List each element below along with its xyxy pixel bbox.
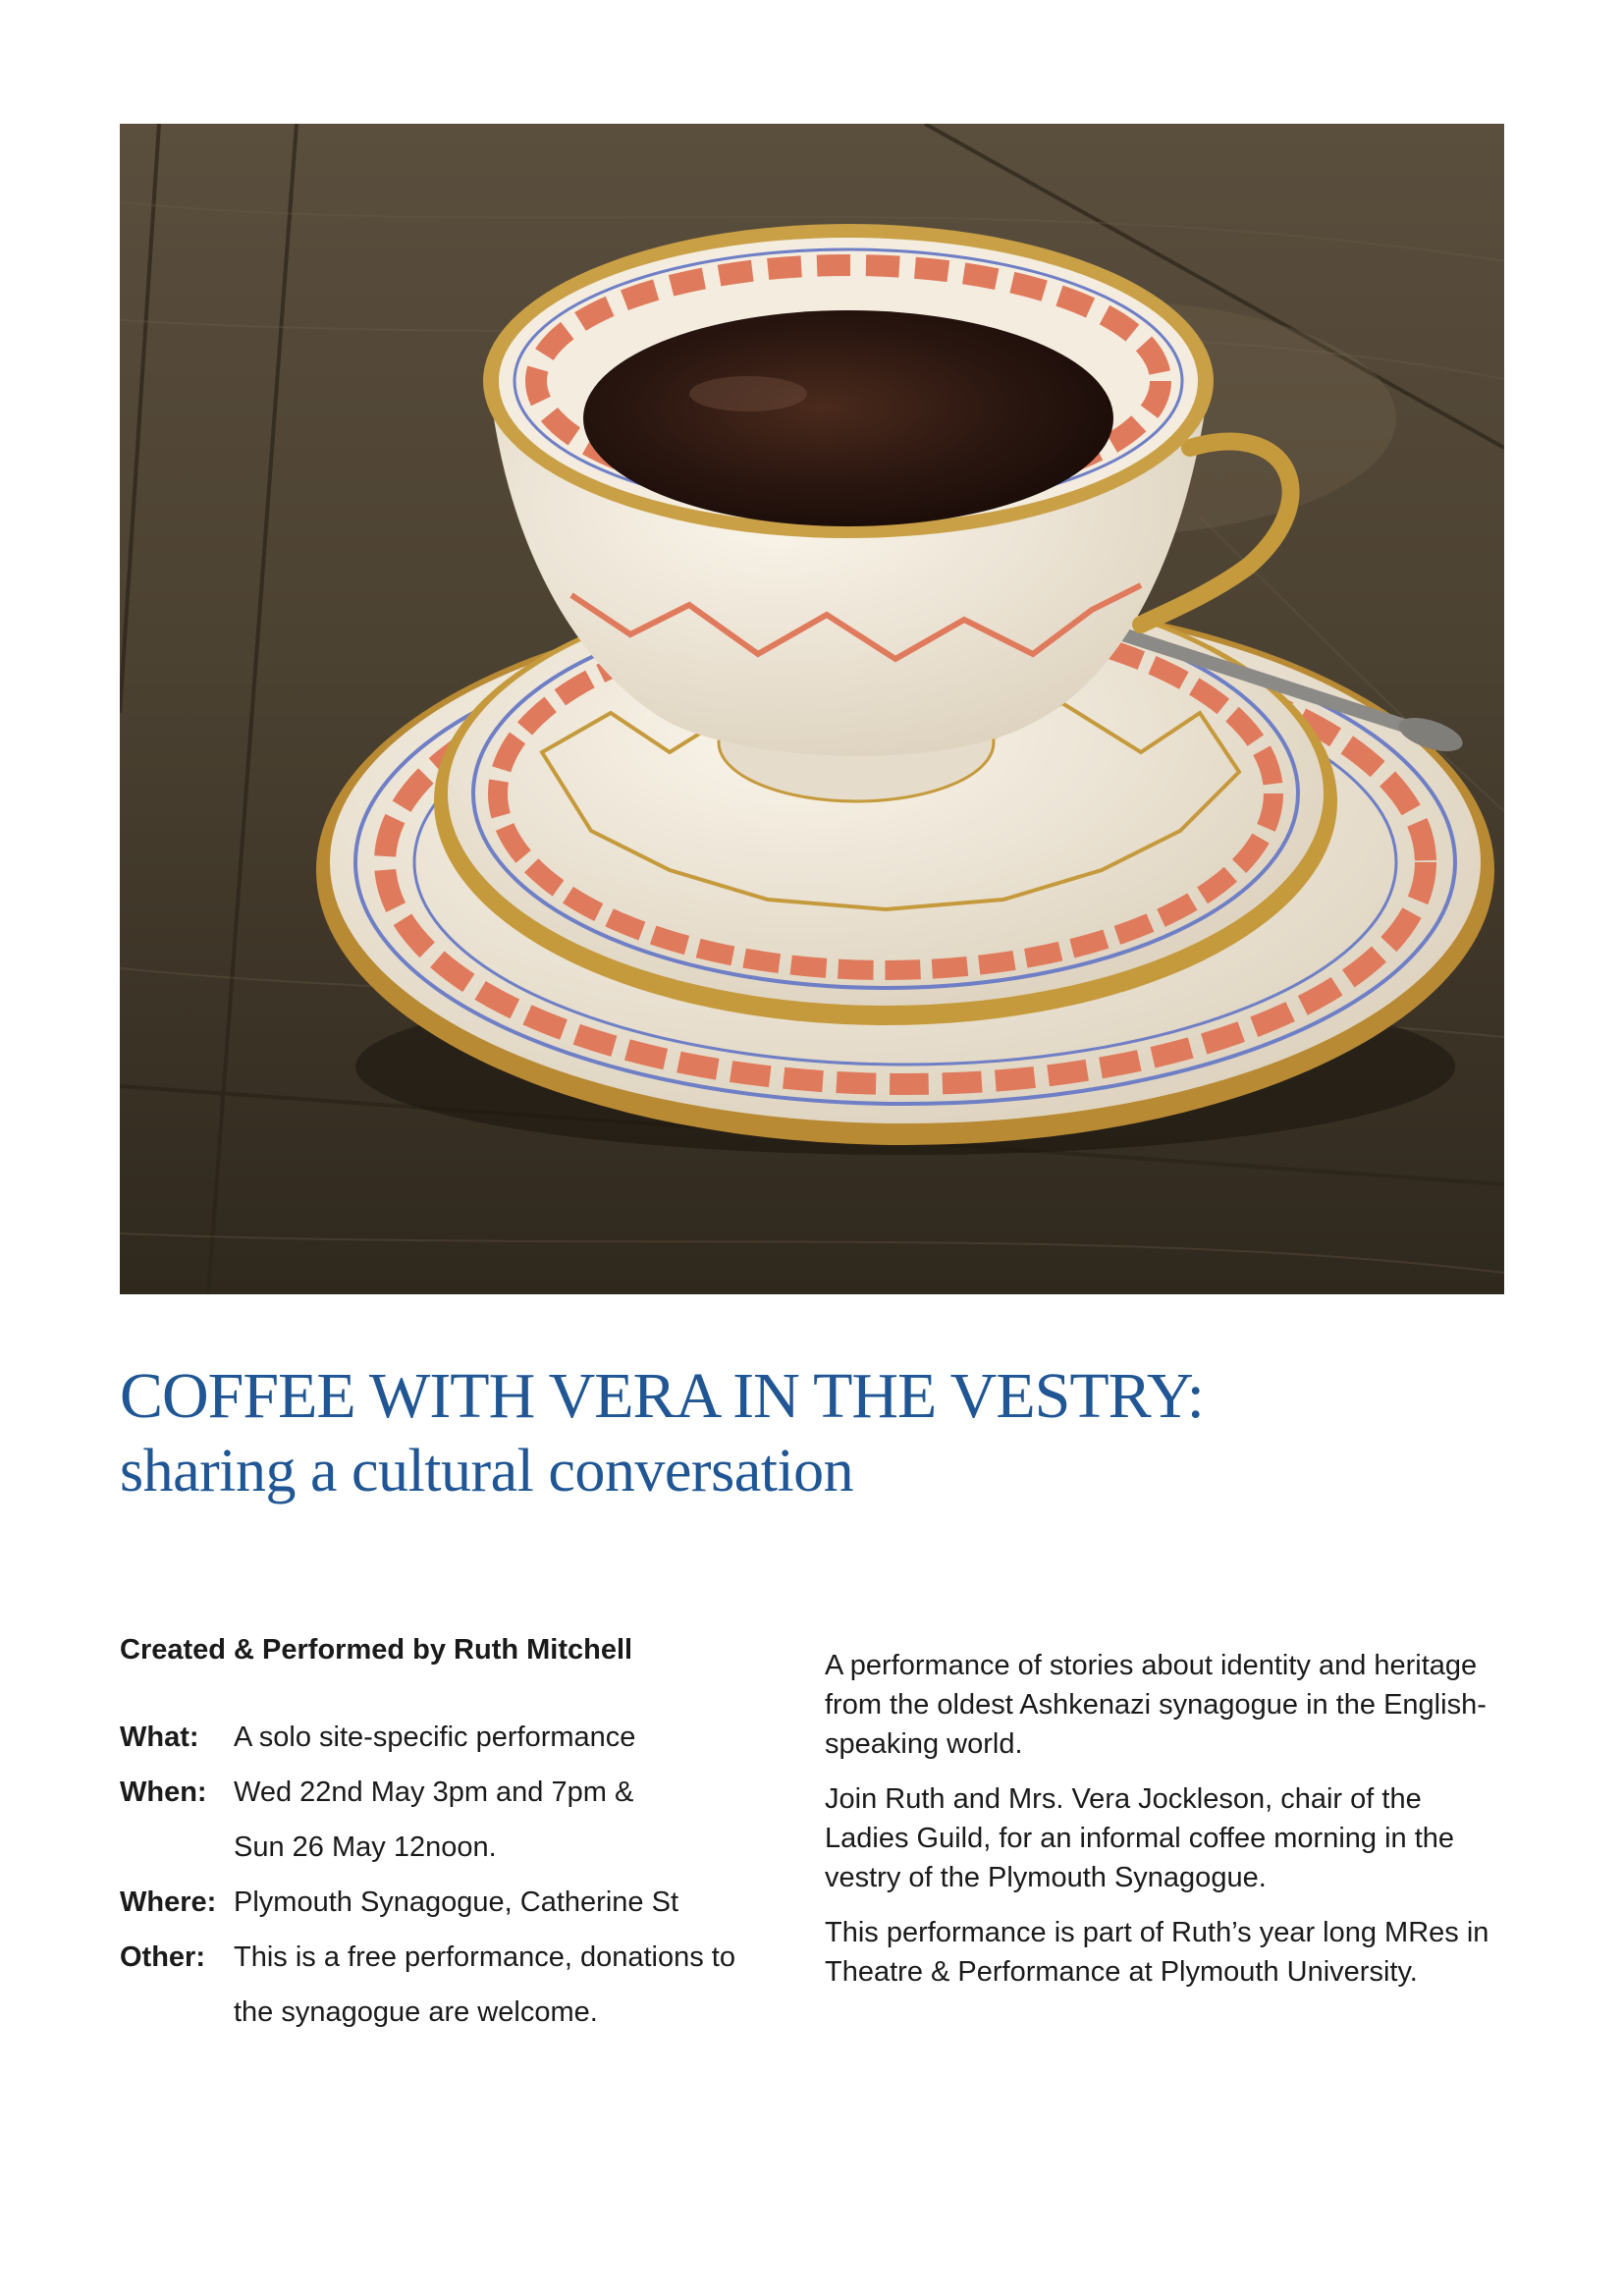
detail-label-blank xyxy=(120,1825,234,1870)
detail-label-what: What: xyxy=(120,1722,199,1753)
detail-label-blank xyxy=(120,1990,234,2035)
detail-value-when-cont: Sun 26 May 12noon. xyxy=(234,1831,497,1863)
detail-value-when: Wed 22nd May 3pm and 7pm & xyxy=(234,1777,634,1808)
event-details xyxy=(120,1630,787,2035)
detail-value-what: A solo site-specific performance xyxy=(234,1722,636,1753)
event-title xyxy=(120,1357,1514,1506)
detail-label-when: When: xyxy=(120,1777,207,1808)
details-list xyxy=(120,1715,787,2035)
detail-label-other: Other: xyxy=(120,1941,205,1973)
title-main: COFFEE WITH VERA IN THE VESTRY: xyxy=(120,1360,1204,1432)
detail-value-other: This is a free performance, donations to xyxy=(234,1941,735,1973)
description-paragraph: This performance is part of Ruth’s year long MRes in Theatre & Performance at Plymouth University. xyxy=(825,1917,1489,1988)
detail-label-where: Where: xyxy=(120,1886,217,1918)
coffee-cup-illustration xyxy=(120,124,1504,1294)
event-description xyxy=(825,1646,1512,2007)
detail-value-where: Plymouth Synagogue, Catherine St xyxy=(234,1886,678,1918)
credit-line: Created & Performed by Ruth Mitchell xyxy=(120,1634,633,1666)
cover-photo xyxy=(120,124,1504,1294)
detail-value-other-cont: the synagogue are welcome. xyxy=(234,1996,598,2028)
description-paragraph: A performance of stories about identity and heritage from the oldest Ashkenazi synagogue in the English-speaking world. xyxy=(825,1650,1487,1760)
description-paragraph: Join Ruth and Mrs. Vera Jockleson, chair of the Ladies Guild, for an informal coffee morning in the vestry of the Plymouth Synagogue. xyxy=(825,1783,1455,1893)
title-subtitle: sharing a cultural conversation xyxy=(120,1438,854,1504)
